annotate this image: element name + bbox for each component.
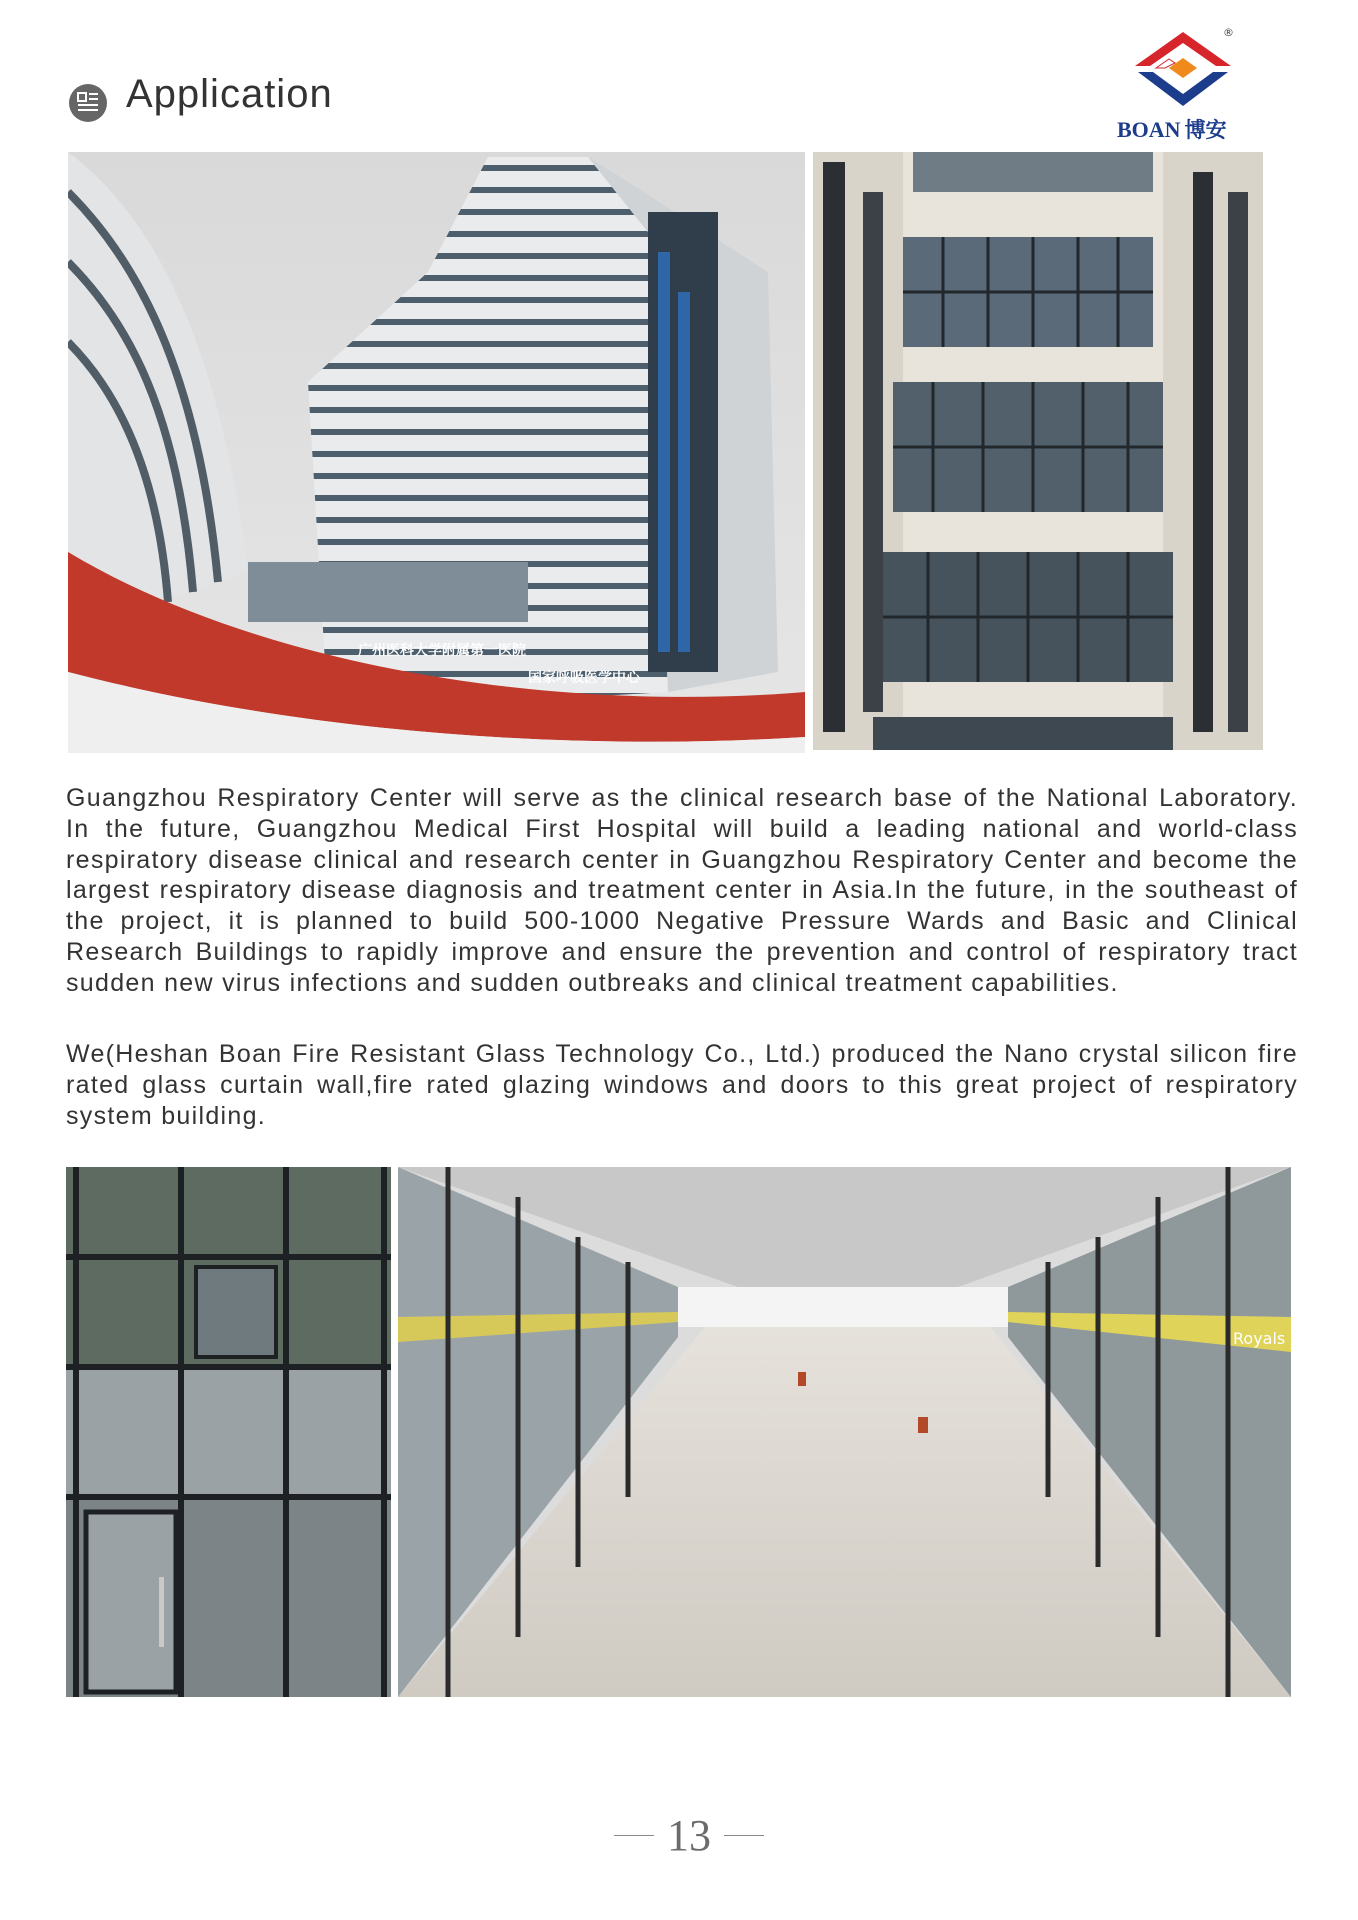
registered-mark: ® <box>1223 26 1234 39</box>
office-sign: Royals <box>1233 1329 1286 1348</box>
page-title: Application <box>126 72 333 116</box>
logo-brand-cn: 博安 <box>1184 118 1227 142</box>
logo-brand-en: BOAN <box>1117 117 1181 142</box>
page-number <box>614 1810 764 1860</box>
document-icon <box>68 83 108 123</box>
center-sign: 国家呼吸医学中心 <box>528 670 640 686</box>
page-number-value: 13 <box>667 1811 711 1860</box>
paragraph-supplier-statement: We(Heshan Boan Fire Resistant Glass Technology Co., Ltd.) produced the Nano crystal silicon fire rated glass curtain wall,fire rated glazing windows and doors to this great project of respiratory system building. <box>66 1040 1298 1130</box>
hospital-sign: 广州医科大学附属第一医院 <box>358 643 526 659</box>
photo-glass-facade <box>66 1167 391 1697</box>
photo-hospital-exterior <box>68 152 805 753</box>
paragraph-project-description: Guangzhou Respiratory Center will serve as the clinical research base of the National Laboratory. In the future, Guangzhou Medical First Hospital will build a leading national and world-class respiratory disease clinical and research center in Guangzhou Respiratory Center and become the largest respiratory disease diagnosis and treatment center in Asia.In the future, in the southeast of the project, it is planned to build 500-1000 Negative Pressure Wards and Basic and Clinical Research Buildings to rapidly improve and ensure the prevention and control of respiratory tract sudden new virus infections and sudden outbreaks and clinical treatment capabilities. <box>66 784 1298 997</box>
boan-logo <box>1130 26 1236 110</box>
logo-text <box>1117 114 1227 144</box>
photo-courtyard-windows <box>813 152 1263 750</box>
page-number-left-rule <box>614 1835 654 1836</box>
photo-office-corridor <box>398 1167 1291 1697</box>
page-number-right-rule <box>724 1835 764 1836</box>
